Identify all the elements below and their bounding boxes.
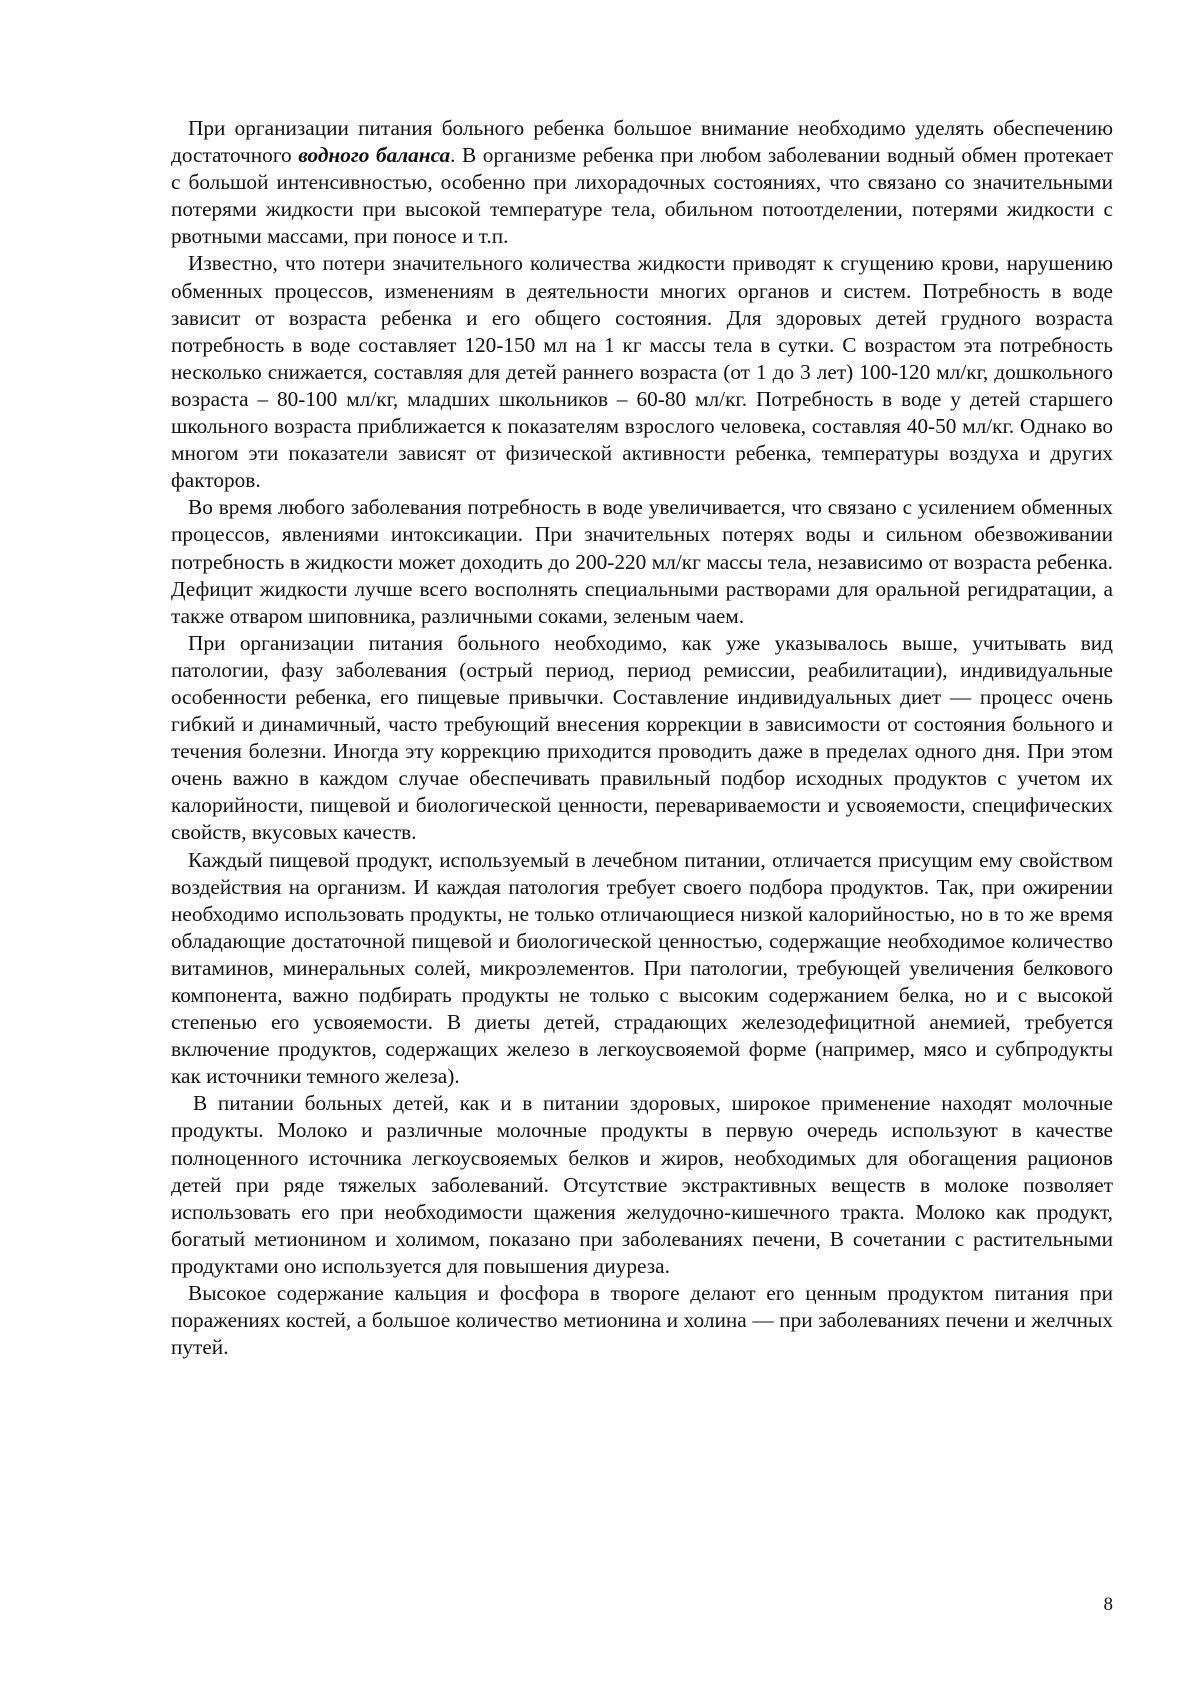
paragraph-dairy-products: В питании больных детей, как и в питании здоровых, широкое применение находят молочные продукты. Молоко и различные молочные продукты в первую очередь используют в качестве полноценного источника легкоусвояемых белков и жиров, необходимых для обогащения рационов детей при ряде тяжелых заболеваний. Отсутствие экстрактивных веществ в молоке позволяет использовать его при необходимости щажения желудочно-кишечного тракта. Молоко как продукт, богатый метионином и холимом, показано при заболеваниях печени, В сочетании с растительными продуктами оно используется для повышения диуреза. [171, 1091, 1113, 1278]
paragraph-1-text-after: . В организме ребенка при любом заболевании водный обмен протекает с большой интенсивностью, особенно при лихорадочных состояниях, что связано со значительными потерями жидкости при высокой температуре тела, обильном потоотделении, потерями жидкости с рвотными массами, при поносе и т.п. [171, 143, 1114, 249]
paragraph-water-balance [171, 115, 1113, 250]
paragraph-cottage-cheese: Высокое содержание кальция и фосфора в твороге делают его ценным продуктом питания при поражениях костей, а большое количество метионина и холина — при заболеваниях печени и желчных путей. [171, 1281, 1113, 1360]
paragraph-1-text-before: При организации питания больного ребенка большое внимание необходимо уделять обеспечению достаточного [171, 116, 1113, 168]
paragraph-disease-fluid-needs: Во время любого заболевания потребность в воде увеличивается, что связано с усилением обменных процессов, явлениями интоксикации. При значительных потерях воды и сильном обезвоживании потребность в жидкости может доходить до 200-220 мл/кг массы тела, независимо от возраста ребенка. Дефицит жидкости лучше всего восполнять специальными растворами для оральной регидратации, а также отваром шиповника, различными соками, зеленым чаем. [171, 495, 1113, 628]
body-text [171, 115, 1113, 1361]
paragraph-individual-diets: При организации питания больного необходимо, как уже указывалось выше, учитывать вид патологии, фазу заболевания (острый период, период ремиссии, реабилитации), индивидуальные особенности ребенка, его пищевые привычки. Составление индивидуальных диет — процесс очень гибкий и динамичный, часто требующий внесения коррекции в зависимости от состояния больного и течения болезни. Иногда эту коррекцию приходится проводить даже в пределах одного дня. При этом очень важно в каждом случае обеспечивать правильный подбор исходных продуктов с учетом их калорийности, пищевой и биологической ценности, перевариваемости и усвояемости, специфических свойств, вкусовых качеств. [171, 630, 1113, 845]
water-balance-emphasis: водного баланса [298, 143, 451, 168]
paragraph-water-needs: Известно, что потери значительного количества жидкости приводят к сгущению крови, нарушению обменных процессов, изменениям в деятельности многих органов и систем. Потребность в воде зависит от возраста ребенка и его общего состояния. Для здоровых детей грудного возраста потребность в воде составляет 120-150 мл на 1 кг массы тела в сутки. С возрастом эта потребность несколько снижается, составляя для детей раннего возраста (от 1 до 3 лет) 100-120 мл/кг, дошкольного возраста – 80-100 мл/кг, младших школьников – 60-80 мл/кг. Потребность в воде у детей старшего школьного возраста приближается к показателям взрослого человека, составляя 40-50 мл/кг. Однако во многом эти показатели зависят от физической активности ребенка, температуры воздуха и других факторов. [171, 251, 1113, 493]
paragraph-food-products: Каждый пищевой продукт, используемый в лечебном питании, отличается присущим ему свойством воздействия на организм. И каждая патология требует своего подбора продуктов. Так, при ожирении необходимо использовать продукты, не только отличающиеся низкой калорийностью, но в то же время обладающие достаточной пищевой и биологической ценностью, содержащие необходимое количество витаминов, минеральных солей, микроэлементов. При патологии, требующей увеличения белкового компонента, важно подбирать продукты не только с высоким содержанием белка, но и с высокой степенью его усвояемости. В диеты детей, страдающих железодефицитной анемией, требуется включение продуктов, содержащих железо в легкоусвояемой форме (например, мясо и субпродукты как источники темного железа). [171, 847, 1113, 1089]
page-number: 8 [1103, 1594, 1113, 1615]
